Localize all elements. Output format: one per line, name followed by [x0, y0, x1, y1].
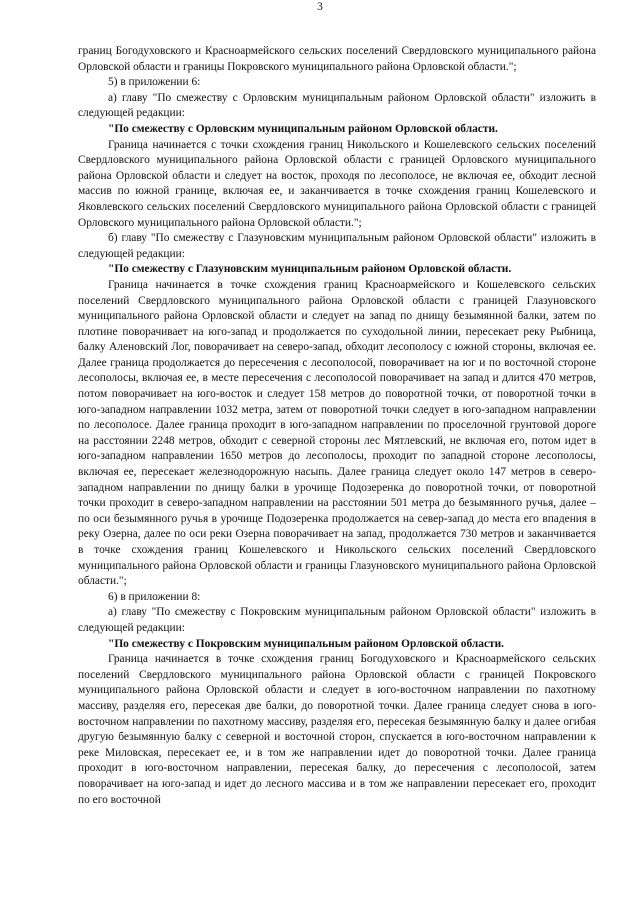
list-item-5: 5) в приложении 6: [108, 76, 201, 89]
amendment-instruction: а) главу "По смежеству с Орловским муниципальным районом Орловской области" изложить в следующей редакции: [78, 91, 596, 120]
boundary-description-glazunovka: Граница начинается в точке схождения границ Красноармейского и Кошелевского сельских поселений Свердловского муниципального района Орловской области с границей Глазуновского муниципального района Орловской области и следует на запад по днищу безымянной балки, затем по плотине поворачивает на юго-запад и продолжается по суходольной линии, пересекает реку Рыбница, балку Аленовский Лог, поворачивает на северо-запад, обходит лесополосу с южной стороны, включая ее. Далее граница продолжается до пересечения с лесополосой, поворачивает на юг и по восточной стороне лесополосы, включая ее, в месте пересечения с лесополосой поворачивает на запад и длится 470 метров, потом поворачивает на юго-восток и следует 158 метров до поворотной точки, от поворотной точки в юго-западном направлении 1032 метра, затем от поворотной точки следует в юго-западном направлении по лесополосе. Далее граница проходит в юго-западном направлении по проселочной грунтовой дороге на расстоянии 2248 метров, обходит с северной стороны лес Мятлевский, не включая его, потом идет в юго-западном направлении 1650 метров до лесополосы, проходит по западной стороне лесополосы, включая ее, пересекает железнодорожную насыпь. Далее граница следует около 147 метров в северо-западном направлении по днищу балки в урочище Подозеренка до поворотной точки, от поворотной точки проходит в северо-западном направлении на расстоянии 501 метра до безымянного ручья, далее – по оси безымянного ручья в урочище Подозеренка продолжается на север-запад до места его впадения в реку Озерна, далее по оси реки Озерна поворачивает на запад, продолжается 730 метров и заканчивается в точке схождения границ Кошелевского и Никольского сельских поселений Свердловского муниципального района Орловской области и границы Глазуновского муниципального района Орловской области."; [78, 278, 596, 588]
amendment-instruction: б) главу "По смежеству с Глазуновским муниципальным районом Орловской области" изложить в следующей редакции: [78, 232, 596, 260]
boundary-description-orel: Граница начинается с точки схождения границ Никольского и Кошелевского сельских поселений Свердловского муниципального района Орловской области с границей Орловского муниципального района Орловской области и следует на восток, проходя по лесополосе, не включая ее, обходит лесной массив по южной границе, включая ее, и заканчивается в точке схождения границ Кошелевского и Яковлевского сельских поселений Свердловского муниципального района Орловской области с границей Орловского муниципального района Орловской области."; [78, 138, 596, 229]
boundary-description-pokrovskoe: Граница начинается в точке схождения границ Богодуховского и Красноармейского сельских поселений Свердловского муниципального района Орловской области с границей Покровского муниципального района Орловской области и следует в юго-восточном направлении по пахотному массиву, разделяя его, пересекая две балки, до поворотной точки. Далее граница следует снова в юго-восточном направлении по пахотному массиву, разделяя его, пересекая безымянную балку и далее огибая другую безымянную балку с северной и восточной сторон, спускается в юго-восточном направлении к реке Миловская, пересекает ее, и в том же направлении идет до поворотной точки. Далее граница проходит в юго-восточном направлении, пересекая балку, до пересечения с лесополосой, затем поворачивает на юго-запад и идет до лесного массива и в том же направлении пересекает его, проходит по его восточной [78, 653, 596, 806]
section-heading-pokrovskoe: "По смежеству с Покровским муниципальным районом Орловской области. [108, 637, 505, 650]
page-number: 3 [317, 1, 323, 13]
section-heading-orel: "По смежеству с Орловским муниципальным районом Орловской области. [108, 122, 498, 135]
paragraph-continuation: границ Богодуховского и Красноармейского сельских поселений Свердловского муниципального района Орловской области и границы Покровского муниципального района Орловской области."; [78, 45, 596, 73]
list-item-6: 6) в приложении 8: [108, 590, 201, 603]
section-heading-glazunovka: "По смежеству с Глазуновским муниципальным районом Орловской области. [108, 263, 512, 276]
amendment-instruction: а) главу "По смежеству с Покровским муниципальным районом Орловской области" изложить в следующей редакции: [78, 606, 596, 634]
document-body [78, 44, 596, 808]
